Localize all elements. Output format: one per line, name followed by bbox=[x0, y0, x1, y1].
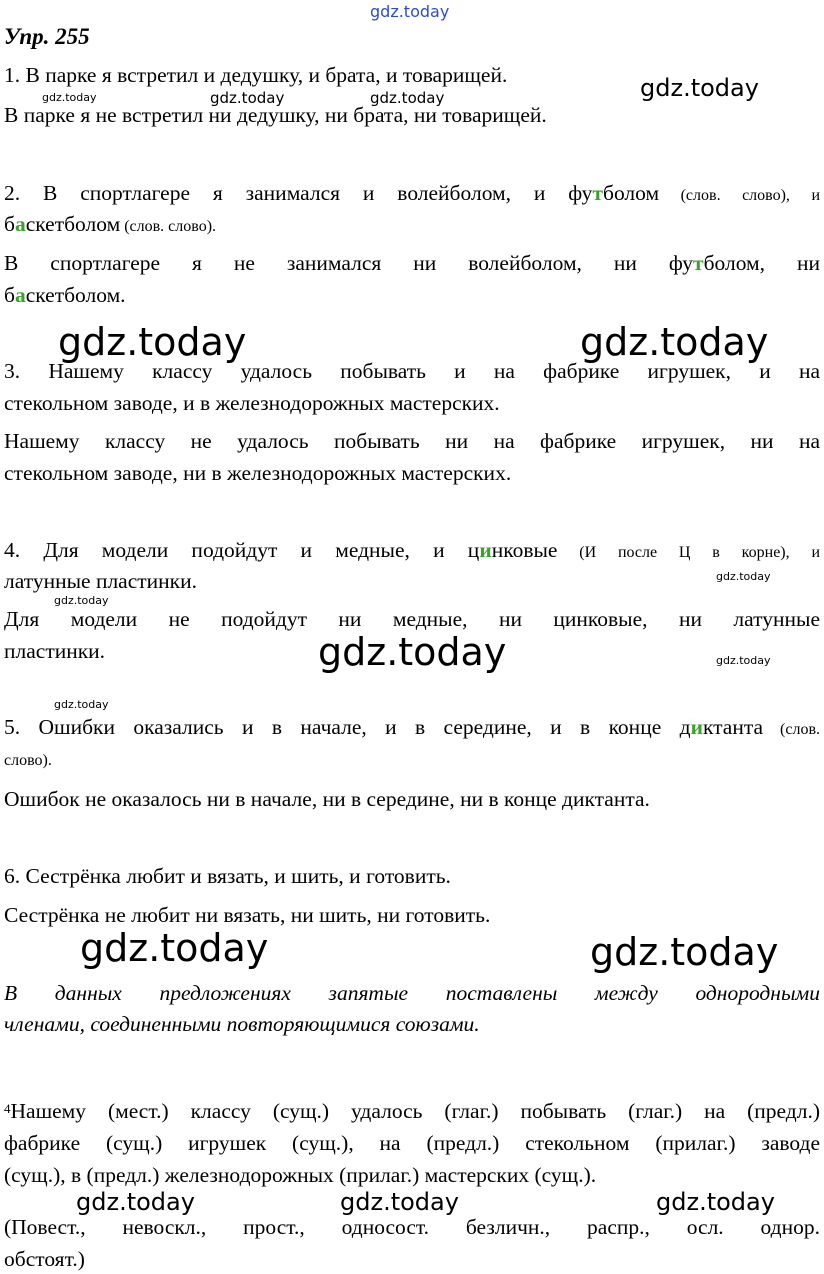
sentence-2d: баскетболом. bbox=[4, 283, 126, 307]
watermark: gdz.today bbox=[716, 654, 771, 667]
watermark: gdz.today bbox=[76, 1188, 195, 1216]
sentence-2a: 2. В спортлагере я занимался и волейболом, и футболом (слов. слово), и bbox=[4, 181, 821, 205]
parse-line-2: фабрике (сущ.) игрушек (сущ.), на (предл.) стекольном (прилаг.) заводе bbox=[4, 1131, 820, 1155]
parse-line-1: $^4$Нашему (мест.) классу (сущ.) удалось (глаг.) побывать (глаг.) на (предл.) bbox=[4, 1099, 820, 1123]
watermark: gdz.today bbox=[716, 570, 771, 583]
watermark: gdz.today bbox=[580, 320, 769, 364]
watermark: gdz.today bbox=[80, 926, 269, 970]
watermark: gdz.today bbox=[640, 74, 759, 102]
exercise-title: Упр. 255 bbox=[4, 24, 90, 49]
sentence-5a: 5. Ошибки оказались и в начале, и в середине, и в конце диктанта (слов. bbox=[4, 715, 821, 739]
watermark: gdz.today bbox=[370, 89, 445, 107]
sentence-3b: стекольном заводе, и в железнодорожных мастерских. bbox=[4, 391, 500, 415]
watermark: gdz.today bbox=[340, 1188, 459, 1216]
sentence-1b: В парке я не встретил ни дедушку, ни брата, ни товарищей. bbox=[4, 103, 547, 127]
sentence-6a: 6. Сестрёнка любит и вязать, и шить, и готовить. bbox=[4, 864, 451, 888]
sentence-3d: стекольном заводе, ни в железнодорожных мастерских. bbox=[4, 461, 512, 485]
sentence-4a: 4. Для модели подойдут и медные, и цинковые (И после Ц в корне), и bbox=[4, 538, 821, 562]
watermark: gdz.today bbox=[370, 2, 450, 21]
watermark: gdz.today bbox=[54, 594, 109, 607]
watermark: gdz.today bbox=[58, 320, 247, 364]
sentence-4c: Для модели не подойдут ни медные, ни цинковые, ни латунные bbox=[4, 607, 820, 631]
sentence-3c: Нашему классу не удалось побывать ни на фабрике игрушек, ни на bbox=[4, 429, 820, 453]
parse-line-3: (сущ.), в (предл.) железнодорожных (прилаг.) мастерских (сущ.). bbox=[4, 1163, 597, 1187]
sentence-5c: Ошибок не оказалось ни в начале, ни в середине, ни в конце диктанта. bbox=[4, 787, 650, 811]
watermark: gdz.today bbox=[318, 630, 507, 674]
watermark: gdz.today bbox=[656, 1188, 775, 1216]
sentence-2c: В спортлагере я не занимался ни волейболом, ни футболом, ни bbox=[4, 251, 820, 275]
sentence-5b: слово). bbox=[4, 752, 52, 769]
sentence-1a: 1. В парке я встретил и дедушку, и брата, и товарищей. bbox=[4, 63, 508, 87]
conclusion-line-2: членами, соединенными повторяющимися союзами. bbox=[4, 1012, 480, 1036]
parse-line-4: (Повест., невоскл., прост., односост. безличн., распр., осл. однор. bbox=[4, 1215, 820, 1239]
watermark: gdz.today bbox=[54, 698, 109, 711]
watermark: gdz.today bbox=[590, 930, 779, 974]
sentence-4b: латунные пластинки. bbox=[4, 569, 198, 593]
watermark: gdz.today bbox=[42, 91, 97, 104]
sentence-3a: 3. Нашему классу удалось побывать и на фабрике игрушек, и на bbox=[4, 359, 820, 383]
sentence-4d: пластинки. bbox=[4, 639, 106, 663]
parse-line-5: обстоят.) bbox=[4, 1247, 85, 1271]
sentence-2b: баскетболом (слов. слово). bbox=[4, 212, 217, 236]
sentence-6b: Сестрёнка не любит ни вязать, ни шить, ни готовить. bbox=[4, 903, 491, 927]
conclusion-line-1: В данных предложениях запятые поставлены между однородными bbox=[4, 981, 820, 1005]
watermark: gdz.today bbox=[210, 89, 285, 107]
